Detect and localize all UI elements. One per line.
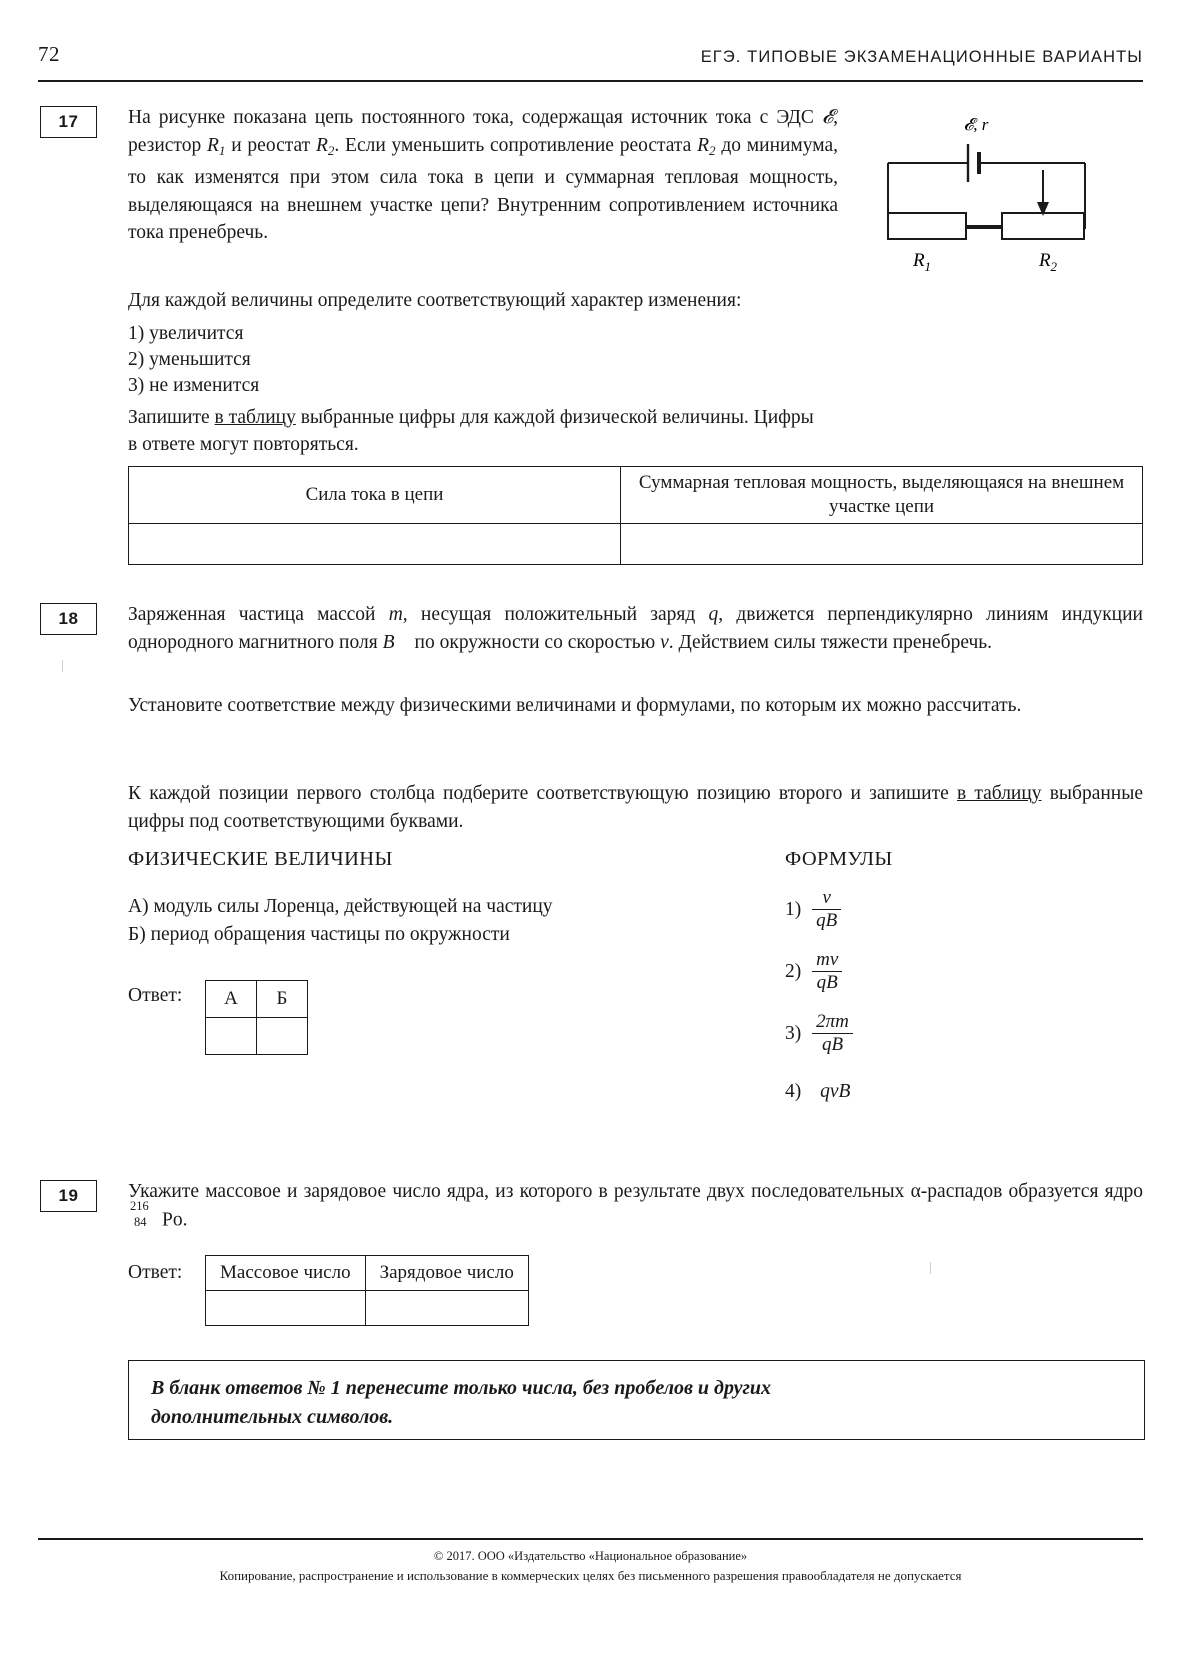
table-header-row — [206, 981, 308, 1018]
task-18-answer-label: Ответ: — [128, 985, 183, 1006]
task-17-option-1: 1) увеличится — [128, 323, 244, 344]
task-17-write-note-b: выбранные цифры для каждой физической величины. Цифры — [295, 407, 814, 428]
task-19-answer-table[interactable] — [205, 1255, 529, 1326]
task-17-circuit-figure — [880, 108, 1095, 273]
nuclide-polonium-216 — [128, 1198, 162, 1229]
formula-1-denominator: qB — [812, 909, 841, 932]
page-header — [38, 42, 1143, 67]
footer-rule — [38, 1538, 1143, 1540]
formula-4-index: 4) — [785, 1081, 802, 1102]
header-rule — [38, 80, 1143, 82]
formula-2-denominator: qB — [812, 971, 842, 994]
task-19-col-header-mass: Массовое число — [206, 1256, 366, 1291]
task-17-option-3: 3) не изменится — [128, 375, 260, 396]
task-18-instruction-1: Установите соответствие между физическими величинами и формулами, по которым их можно рассчитать. — [128, 695, 1022, 716]
task-18-col-header-a: А — [206, 981, 257, 1018]
task-18-answer-table[interactable] — [205, 980, 308, 1055]
formula-2-numerator: mv — [816, 949, 839, 970]
task-17-col-header-2: Суммарная тепловая мощность, выделяющаяся на внешнем участке цепи — [621, 467, 1143, 524]
formula-2-fraction — [812, 949, 842, 994]
task-17-answer-table[interactable] — [128, 466, 1143, 565]
task-number-18: 18 — [40, 603, 97, 635]
task-18-left-column-title: ФИЗИЧЕСКИЕ ВЕЛИЧИНЫ — [128, 848, 393, 870]
task-number-19: 19 — [40, 1180, 97, 1212]
formula-2-index: 2) — [785, 960, 802, 982]
task-18-instruction-2 — [128, 780, 1143, 835]
task-18-instruction-2-underlined: в таблицу — [956, 783, 1042, 804]
nuclide-mass-number: 216 — [130, 1198, 149, 1213]
task-18-cell-a[interactable] — [206, 1018, 257, 1055]
task-17-write-note-a: Запишите — [128, 407, 215, 428]
task-18-cell-b[interactable] — [257, 1018, 308, 1055]
resistor-1-label: $R_1$ — [912, 250, 932, 273]
table-header-row — [206, 1256, 529, 1291]
task-17-option-2: 2) уменьшится — [128, 349, 251, 370]
task-19-col-header-charge: Зарядовое число — [365, 1256, 528, 1291]
task-19-body-text: Укажите массовое и зарядовое число ядра, из которого в результате двух последовательных α-распадов образуется ядро — [128, 1181, 1143, 1202]
task-18-body: Заряженная частица массой m, несущая положительный заряд q, движется перпендикулярно линиям индукции однородного магнитного поля B⃗ по окружности со скоростью v. Действием силы тяжести пренебречь. — [128, 604, 1143, 653]
task-18-formula-1 — [785, 888, 841, 933]
footer-notice: Копирование, распространение и использование в коммерческих целях без письменного разрешения правообладателя не допускается — [219, 1568, 962, 1583]
task-19-cell-charge[interactable] — [365, 1291, 528, 1326]
task-17-body: На рисунке показана цепь постоянного тока, содержащая источник тока с ЭДС 𝓔, резистор $R_1$ и реостат $R_2$. Если уменьшить сопротивление реостата $R_2$ до минимума, то как изменятся при этом сила тока в цепи и суммарная тепловая мощность, выделяющаяся на внешнем участке цепи? Внутренним сопротивлением источника тока пренебречь. — [128, 107, 839, 243]
formula-4-expression: qvB — [820, 1081, 851, 1102]
table-row[interactable] — [129, 524, 1143, 565]
task-17-instruction: Для каждой величины определите соответствующий характер изменения: — [128, 290, 742, 311]
book-title: ЕГЭ. ТИПОВЫЕ ЭКЗАМЕНАЦИОННЫЕ ВАРИАНТЫ — [700, 48, 1143, 66]
task-18-formula-2 — [785, 950, 842, 995]
footer-copyright: © 2017. ООО «Издательство «Национальное образование» — [433, 1549, 748, 1563]
task-18-quantity-b: Б) период обращения частицы по окружности — [128, 924, 510, 945]
task-18-formula-4 — [785, 1081, 850, 1103]
table-header-row — [129, 467, 1143, 524]
nuclide-symbol: Po — [162, 1209, 183, 1230]
task-17-col-header-1: Сила тока в цепи — [129, 467, 621, 524]
task-18-col-header-b: Б — [257, 981, 308, 1018]
formula-3-denominator: qB — [812, 1033, 853, 1056]
note-line-2: дополнительных символов. — [151, 1406, 394, 1428]
task-19-body — [128, 1178, 1143, 1234]
formula-3-index: 3) — [785, 1022, 802, 1044]
task-18-instruction-2-a: К каждой позиции первого столбца подберите соответствующую позицию второго и запишите — [128, 783, 957, 804]
table-row[interactable] — [206, 1018, 308, 1055]
formula-1-index: 1) — [785, 898, 802, 920]
answer-sheet-note-box — [128, 1360, 1145, 1440]
note-line-1: В бланк ответов № 1 перенесите только числа, без пробелов и других — [151, 1377, 772, 1399]
formula-3-numerator: 2πm — [816, 1011, 849, 1032]
emf-label: 𝓔, r — [963, 115, 989, 134]
answer-sheet-note-text — [129, 1361, 1144, 1445]
task-17-write-note-c: в ответе могут повторяться. — [128, 434, 359, 455]
task-17-cell-2[interactable] — [621, 524, 1143, 565]
formula-3-fraction — [812, 1011, 853, 1056]
resistor-2-label: $R_2$ — [1038, 250, 1058, 273]
task-17-write-note-underlined: в таблицу — [214, 407, 296, 428]
nuclide-charge-number: 84 — [134, 1214, 147, 1229]
task-19-answer-label: Ответ: — [128, 1262, 183, 1283]
task-17-cell-1[interactable] — [129, 524, 621, 565]
task-18-right-column-title: ФОРМУЛЫ — [785, 848, 893, 870]
task-19-body-end: . — [182, 1209, 188, 1230]
margin-tick — [930, 1262, 931, 1274]
page-number: 72 — [38, 42, 60, 66]
task-18-quantity-a: А) модуль силы Лоренца, действующей на частицу — [128, 896, 553, 917]
task-18-instruction-2-b: выбранные цифры под соответствующими буквами. — [128, 783, 1143, 832]
task-18-formula-3 — [785, 1012, 853, 1057]
formula-1-fraction — [812, 887, 841, 932]
margin-tick — [62, 660, 63, 672]
task-number-17: 17 — [40, 106, 97, 138]
formula-1-numerator: v — [822, 887, 831, 908]
task-19-cell-mass[interactable] — [206, 1291, 366, 1326]
table-row[interactable] — [206, 1291, 529, 1326]
task-17-write-note — [128, 404, 1143, 432]
